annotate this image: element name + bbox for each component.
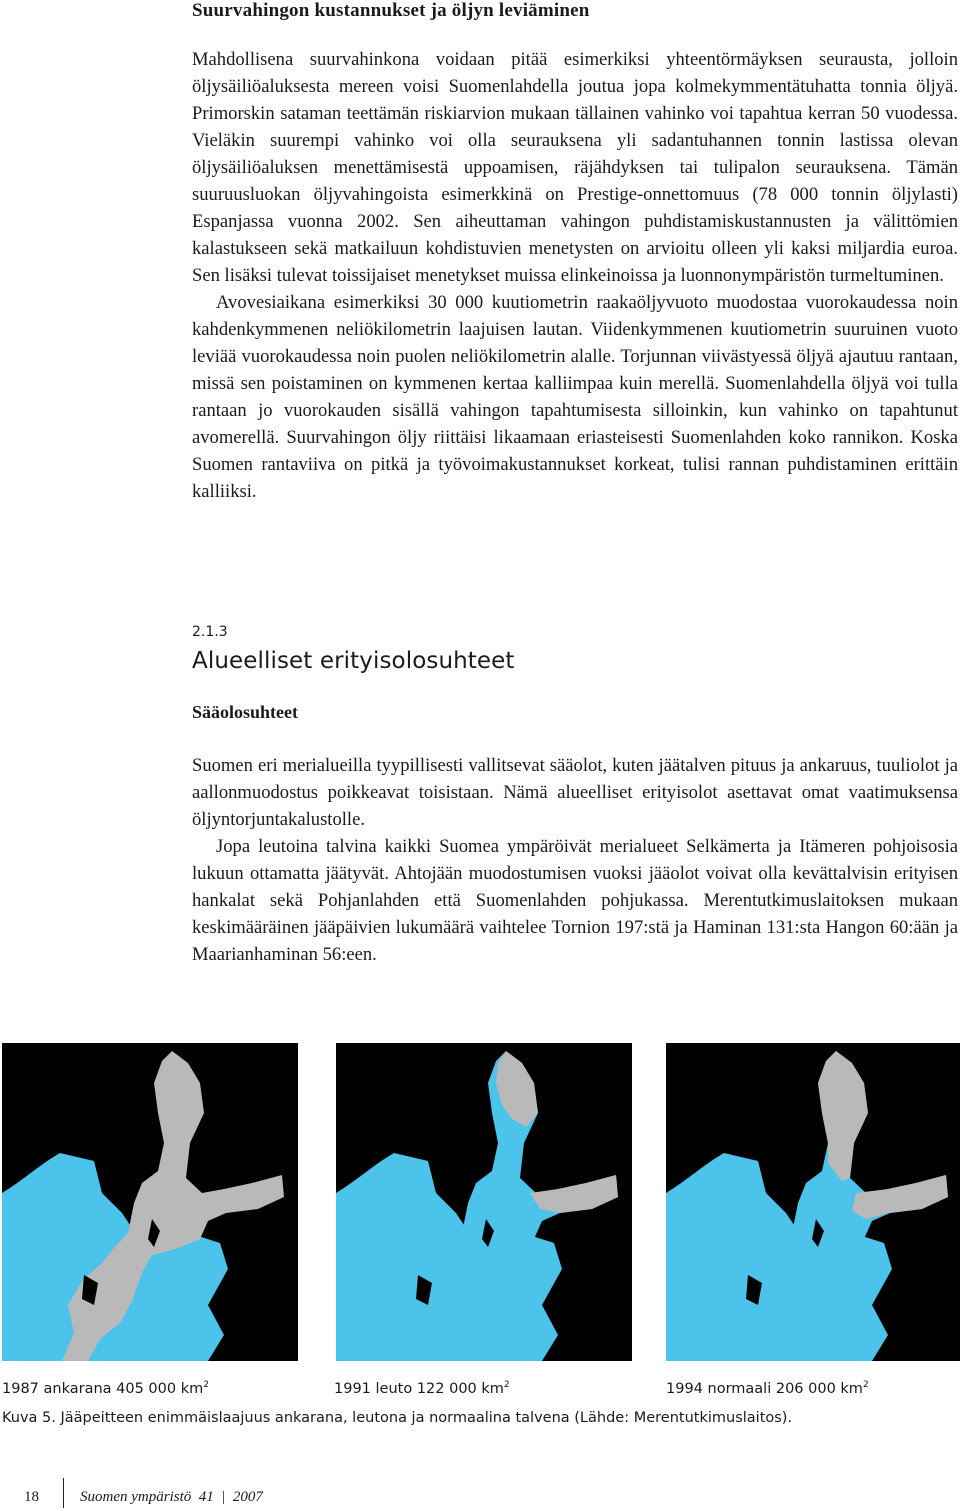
paragraph: Avovesiaikana esimerkiksi 30 000 kuutiometrin raakaöljyvuoto muodostaa vuorokaudessa noin kahdenkymmenen neliökilometrin laajuisen lautan. Viidenkymmenen kuutiometrin suuruinen vuoto leviää vuorokaudessa noin puolen neliökilometrin alalle. Torjunnan viivästyessä öljyä ajautuu rantaan, missä sen poistaminen on kymmenen kertaa kalliimpaa kuin merellä. Suomenlahdella öljyä voi tulla rantaan jo vuorokauden sisällä vahingon tapahtumisesta silloinkin, kun vahinko on tapahtunut avomerellä. Suurvahingon öljy riittäisi likaamaan eriasteisesti Suomenlahden koko rannikon. Koska Suomen rantaviiva on pitkä ja työvoimakustannukset korkeat, tulisi rannan puhdistaminen erittäin kalliiksi. (192, 292, 958, 502)
map-graphic (2, 1043, 298, 1361)
publication-info: Suomen ympäristö 41 | 2007 (80, 1489, 263, 1505)
map-caption-text: 1994 normaali 206 000 km (666, 1380, 863, 1397)
map-graphic (666, 1043, 960, 1361)
footer-divider (63, 1478, 64, 1508)
superscript: 2 (503, 1380, 510, 1390)
superscript: 2 (862, 1380, 869, 1390)
map-caption-text: 1991 leuto 122 000 km (334, 1380, 504, 1397)
section-title: Alueelliset erityisolosuhteet (192, 648, 515, 674)
ice-map-1987 (2, 1043, 298, 1361)
ice-map-1994 (666, 1043, 960, 1361)
map-caption-text: 1987 ankarana 405 000 km (2, 1380, 204, 1397)
paragraph: Suomen eri merialueilla tyypillisesti vallitsevat sääolot, kuten jäätalven pituus ja ankaruus, tuuliolot ja aallonmuodostus poikkeavat toisistaan. Nämä alueelliset erityisolot asettavat omat vaatimuksensa öljyntorjuntakalustolle. (192, 755, 958, 830)
map-caption-1991 (334, 1380, 510, 1397)
section-number: 2.1.3 (192, 624, 228, 640)
figure-caption: Kuva 5. Jääpeitteen enimmäislaajuus ankarana, leutona ja normaalina talvena (Lähde: Merentutkimuslaitos). (2, 1410, 793, 1426)
subheading: Sääolosuhteet (192, 702, 299, 722)
ice-map-1991 (336, 1043, 632, 1361)
map-caption-1994 (666, 1380, 869, 1397)
ice-maps (0, 1043, 960, 1361)
map-caption-1987 (2, 1380, 209, 1397)
section-heading: Suurvahingon kustannukset ja öljyn leviäminen (192, 0, 590, 21)
body-text-weather (192, 752, 958, 968)
paragraph: Mahdollisena suurvahinkona voidaan pitää esimerkiksi yhteentörmäyksen seurausta, jolloin öljysäiliöaluksesta mereen voisi Suomenlahdella joutua jopa kolmekymmentätuhatta tonnia öljyä. Primorskin sataman teettämän riskiarvion mukaan tällainen vahinko voi tapahtua kerran 50 vuodessa. Vieläkin suurempi vahinko voi olla seurauksena yli sadantuhannen tonnin lastissa olevan öljysäiliöaluksen menettämisestä uppoamisen, räjähdyksen tai tulipalon seurauksena. Tämän suuruusluokan öljyvahingoista esimerkkinä on Prestige-onnettomuus (78 000 tonnin öljylasti) Espanjassa vuonna 2002. Sen aiheuttaman vahingon puhdistamiskustannusten ja välittömien kalastukseen sekä matkailuun kohdistuvien menetysten on arvioitu olleen yli kaksi miljardia euroa. Sen lisäksi tulevat toissijaiset menetykset muissa elinkeinoissa ja luonnonympäristön turmeltuminen. (192, 49, 958, 286)
superscript: 2 (203, 1380, 209, 1390)
page-number: 18 (24, 1489, 39, 1505)
map-graphic (336, 1043, 632, 1361)
paragraph: Jopa leutoina talvina kaikki Suomea ympäröivät merialueet Selkämerta ja Itämeren pohjoisosia lukuun ottamatta jäätyvät. Ahtojään muodostumisen vuoksi jääolot voivat olla kevättalvisin erityisen hankalat sekä Pohjanlahden että Suomenlahden pohjukassa. Merentutkimuslaitoksen mukaan keskimääräinen jääpäivien lukumäärä vaihtelee Tornion 197:stä ja Haminan 131:sta Hangon 60:ään ja Maarianhaminan 56:een. (192, 836, 958, 965)
body-text-cost (192, 46, 958, 505)
